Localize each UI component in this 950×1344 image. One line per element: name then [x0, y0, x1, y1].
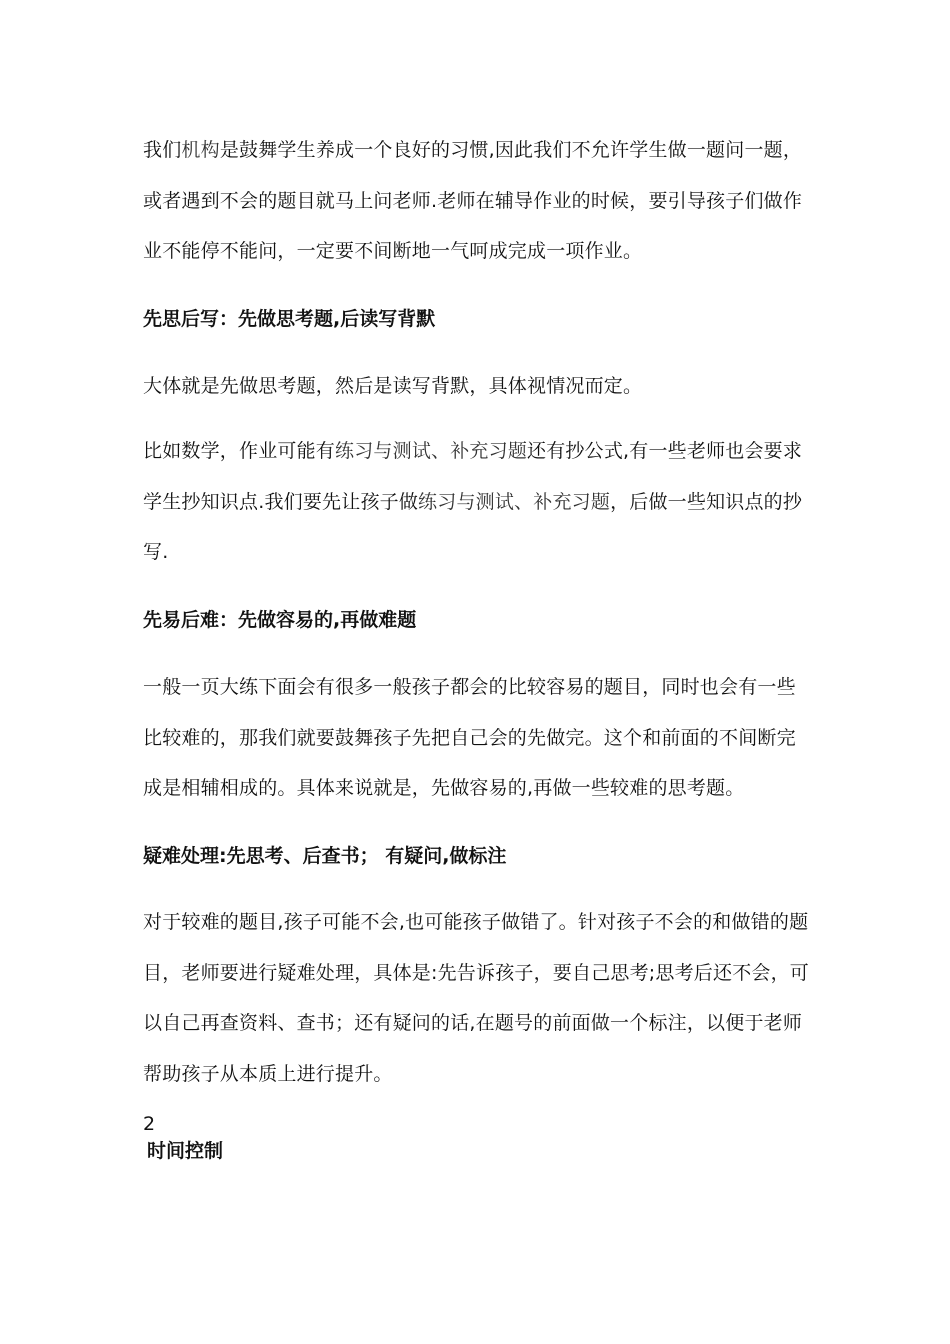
- paragraph-habit-text-a: 我们: [143, 139, 182, 161]
- paragraph-math-text-e: ，后做一些知识点的抄写.: [143, 490, 803, 563]
- paragraph-habit: [143, 125, 811, 277]
- heading-easy-first: 先易后难：先做容易的,再做难题: [143, 609, 417, 631]
- section-title: 时间控制: [147, 1140, 224, 1162]
- paragraph-math-text-a: 比如数学，作业可能有: [143, 440, 336, 462]
- paragraph-easy-first: 一般一页大练下面会有很多一般孩子都会的比较容易的题目，同时也会有一些比较难的，那我们就要鼓舞孩子先把自己会的先做完。这个和前面的不间断完成是相辅相成的。具体来说就是，先做容易的,再做一些较难的思考题。: [143, 676, 796, 799]
- paragraph-overview: 大体就是先做思考题，然后是读写背默，具体视情况而定。: [143, 375, 643, 397]
- paragraph-math-text-b: 练习与测试、补充习题: [335, 440, 528, 462]
- heading-difficulty: 疑难处理:先思考、后查书； 有疑问,做标注: [143, 845, 507, 867]
- section-number: 2: [143, 1113, 156, 1135]
- paragraph-habit-text-c: 是鼓舞学生养成一个良好的习惯,因此我们不允许学生做一题问一题，或者遇到不会的题目就马上问老师.老师在辅导作业的时候，要引导孩子们做作业不能停不能问，一定要不间断地一气呵成完成一项作业。: [143, 139, 803, 262]
- paragraph-difficulty: 对于较难的题目,孩子可能不会,也可能孩子做错了。针对孩子不会的和做错的题目，老师要进行疑难处理，具体是:先告诉孩子，要自己思考;思考后还不会，可以自己再查资料、查书；还有疑问的话,在题号的前面做一个标注，以便于老师帮助孩子从本质上进行提升。: [143, 911, 810, 1085]
- paragraph-math-text-d: 练习与测试、补充习题: [418, 490, 611, 513]
- heading-think-first: 先思后写：先做思考题,后读写背默: [143, 308, 436, 330]
- paragraph-math-text-c: 还有抄公式,有一些老师也会要求学生抄知识点.我们要先让孩子做: [143, 440, 803, 513]
- paragraph-habit-text-b: 机构: [181, 139, 220, 161]
- paragraph-math-example: [143, 426, 811, 578]
